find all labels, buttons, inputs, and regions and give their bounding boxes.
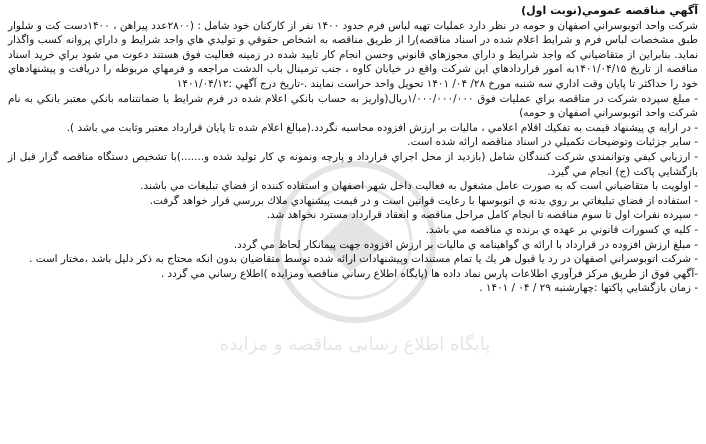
condition-refund: - سپرده نفرات اول تا سوم مناقصه تا انجام كامل مراحل مناقصه و انعقاد قرارداد مسترد نخواهد شد.: [8, 208, 698, 223]
opening-time: - زمان بازگشايي پاكتها :چهارشنبه ۲۹ / ۰۴ / ۱۴۰۱ .: [479, 282, 698, 295]
condition-evaluation: - ارزيابي كيفي وتوانمندي شركت كنندگان شامل (بازديد از محل اجراي قرارداد و پارچه ونمونه ي كار توليد شده و.......)با تشخيص دستگاه مناقصه گزار قبل از بازگشايي پاكت (ج) انجام مي گيرد.: [8, 150, 698, 179]
intro-paragraph: شركت واحد اتوبوسراني اصفهان و حومه در نظر دارد عمليات تهيه لباس فرم حدود ۱۴۰۰ نفر از كاركنان خود شامل : (۲۸۰۰عدد پيراهن ، ۱۴۰۰دست كت و شلوار طبق مشخصات لباس فرم و شرايط اعلام شده در اسناد مناقصه)را از طريق مناقصه به اشخاص حقوقي و توليدي هاي واجد شرايط و داراي پروانه كسب واگذار نمايد. بنابراين از متقاضياني كه واجد شرايط و داراي مجوزهاي قانوني وحسن انجام كار تاييد شده در زمينه فعاليت فوق هستند دعوت مي شود براي خريد اسناد مناقصه از تاريخ ۱۴۰۱/۰۴/۱۵به امور قراردادهاي اين شركت واقع در خيابان كاوه ، جنب ترمينال باب الدشت مراجعه و فرمهاي مربوطه را دريافت و پيشنهادهاي خود را حداكثر تا پايان وقت اداري سه شنبه مورخ ۲۸/ ۰۴/ ۱۴۰۱ تحويل واحد حراست نمايند .-تاريخ درج آگهي :۱۴۰۱/۰۴/۱۲: [8, 19, 698, 90]
information-notice: -آگهي فوق از طريق مركز فرآوري اطلاعات پارس نماد داده ها (پايگاه اطلاع رساني مناقصه ومزايده )اطلاع رساني مي گردد .: [160, 267, 698, 280]
notice-title: آگهي مناقصه عمومي(نوبت اول): [521, 4, 698, 17]
watermark-text: پایگاه اطلاع رسانی مناقصه و مزایده: [219, 334, 491, 355]
condition-vat-contract: - مبلغ ارزش افزوده در قرارداد با ارائه ي گواهينامه ي ماليات بر ارزش افزوده جهت پيمانكار لحاظ مي گردد.: [8, 238, 698, 253]
condition-deductions: - كليه ي كسورات قانوني بر عهده ي برنده ي مناقصه مي باشد.: [8, 223, 698, 238]
condition-details: - ساير جزئيات وتوضيحات تكميلي در اسناد مناقصه ارائه شده است.: [8, 135, 698, 150]
condition-deposit: - مبلغ سپرده شركت در مناقصه براي عمليات فوق ۱/۰۰۰/۰۰۰/۰۰۰ريال(واريز به حساب بانكي اعلام شده در فرم شرايط يا ضمانتنامه بانكي معتبر بانكي به نام شركت واحد اتوبوسراني اصفهان و حومه): [8, 92, 698, 121]
condition-advertising: - استفاده از فضاي تبليغاتي بر روي بدنه ي اتوبوسها با رعايت قوانين است و در قيمت پيشنهادي ملاك بررسي قرار خواهد گرفت.: [8, 194, 698, 209]
condition-priority: - اولويت با متقاضياني است كه به صورت عامل مشغول به فعاليت داخل شهر اصفهان و استفاده كننده از فضاي تبليغات مي باشند.: [8, 179, 698, 194]
condition-rights: - شركت اتوبوسراني اصفهان در رد يا قبول هر يك يا تمام مستندات وپيشنهادات ارائه شده توسط متقاضيان بدون انكه محتاج به ذكر دليل باشد ،مختار است .: [8, 252, 698, 267]
condition-vat-pricing: - در ارايه ي پيشنهاد قيمت به تفكيك اقلام اعلامي ، ماليات بر ارزش افزوده محاسبه نگردد.(مبالغ اعلام شده تا پايان قرارداد معتبر وثابت مي باشد ).: [8, 121, 698, 136]
